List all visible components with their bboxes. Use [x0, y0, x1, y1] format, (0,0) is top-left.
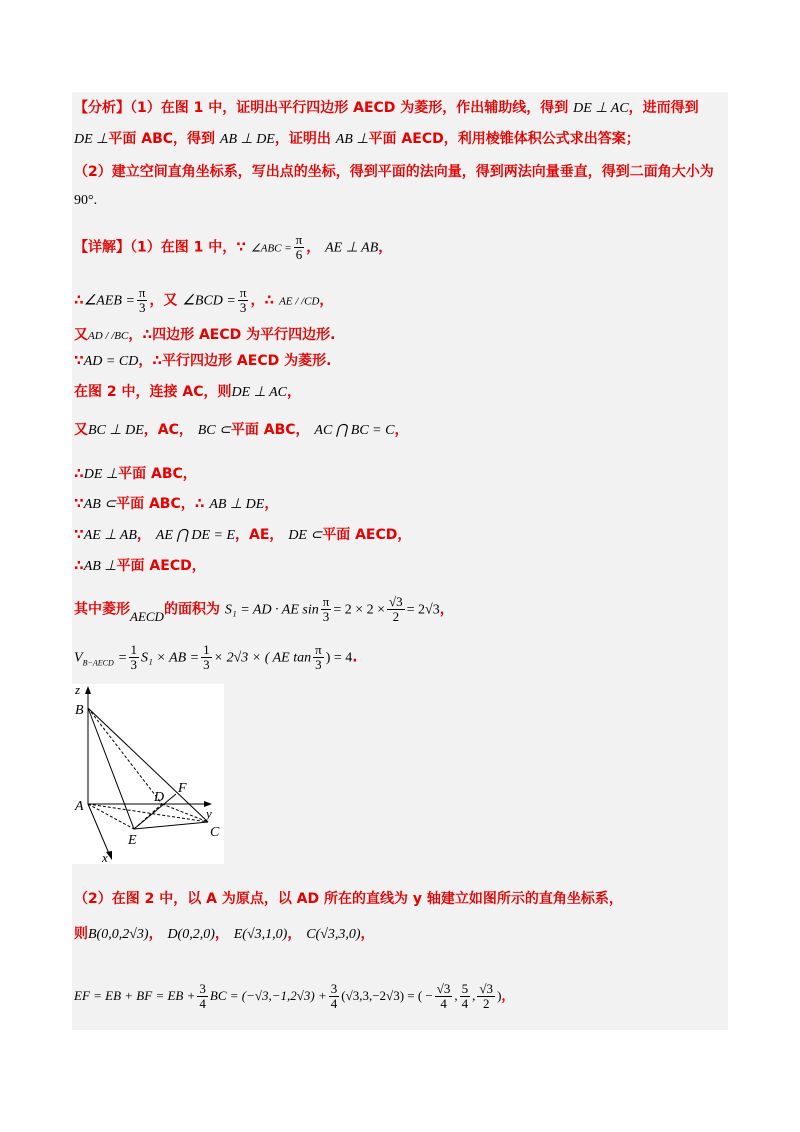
detail-line-5: 在图 2 中，连接 AC，则DE ⊥ AC， [74, 384, 301, 400]
edge-BE [88, 708, 134, 829]
label-x: x [102, 850, 108, 864]
label-C: C [210, 825, 220, 840]
label-E: E [128, 833, 137, 848]
label-F: F [178, 781, 187, 796]
detail-line-7: ∴DE ⊥平面 ABC， [74, 466, 197, 482]
detail-line-4: ∵AD = CD，∴平行四边形 AECD 为菱形. [74, 353, 332, 369]
edge-AC [88, 804, 208, 822]
edge-BC [88, 708, 208, 822]
label-y: y [206, 806, 212, 821]
edge-AE [88, 804, 134, 829]
detail-line-12: $V_{B-AECD}$ = $\frac{1}{3}$ S₁ × AB = $\frac{1}{3}$ × 2√3 × ( AE tan $\frac{\pi}{3}$ ) = 4. [74, 642, 358, 672]
edge-DC [162, 804, 208, 822]
detail-line-11: 其中菱形AECD的面积为 S₁ = AD · AE sin $\frac{\pi}{3}$ = 2 × 2 × $\frac{√3}{2}$ = 2√3， [74, 594, 454, 624]
label-D: D [154, 790, 165, 805]
label-B: B [75, 703, 84, 718]
detail-line-2: ∴∠AEB = $\frac{\pi}{3}$ ，又 ∠BCD = $\frac{\pi}{3}$ ，∴ AE / /CD， [74, 285, 334, 315]
detail-line-3: 又AD / /BC，∴四边形 AECD 为平行四边形. [74, 327, 336, 343]
part2-line-1: （2）在图 2 中，以 A 为原点，以 AD 所在的直线为 y 轴建立如图所示的直角坐标系， [74, 891, 623, 907]
analysis-tag: 【分析】 [74, 100, 130, 116]
pyramid-diagram [72, 684, 224, 864]
analysis-line-4: 90°. [74, 193, 98, 208]
analysis-line-3: （2）建立空间直角坐标系，写出点的坐标，得到平面的法向量，得到两法向量垂直，得到二面角大小为 [74, 164, 714, 180]
part2-line-3: EF = EB + BF = EB + $\frac{3}{4}$ BC = (−√3,−1,2√3) + $\frac{3}{4}$ (√3,3,−2√3) = ( − $\frac{√3}{4}$ , $\frac{5}{4}$ , $\frac{√3}{2}$ )， [74, 981, 515, 1011]
detail-line-6: 又BC ⊥ DE，AC， BC ⊂平面 ABC， AC ⋂ BC = C， [74, 422, 409, 438]
detail-line-1: 【详解】（1）在图 1 中，∵ ∠ABC = $\frac{\pi}{6}$ ， AE ⊥ AB， [74, 232, 393, 262]
x-axis [88, 804, 110, 856]
analysis-line-1: 【分析】（1）在图 1 中，证明出平行四边形 AECD 为菱形，作出辅助线，得到 DE ⊥ AC，进而得到 [74, 100, 699, 116]
pyramid-figure [72, 684, 224, 864]
detail-line-10: ∴AB ⊥平面 AECD， [74, 558, 206, 574]
label-z: z [75, 684, 81, 697]
detail-line-9: ∵AE ⊥ AB， AE ⋂ DE = E，AE， DE ⊂平面 AECD， [74, 527, 412, 543]
label-A: A [75, 799, 84, 814]
detail-tag: 【详解】 [74, 239, 130, 256]
edge-BD [88, 708, 165, 805]
part2-line-2: 则B(0,0,2√3)， D(0,2,0)， E(√3,1,0)， C(√3,3,0)， [74, 926, 375, 942]
z-axis-arrow [85, 686, 91, 694]
edge-ED [134, 804, 162, 829]
analysis-line-2: DE ⊥平面 ABC，得到 AB ⊥ DE，证明出 AB ⊥平面 AECD，利用棱锥体积公式求出答案； [74, 131, 640, 147]
detail-line-8: ∵AB ⊂平面 ABC，∴ AB ⊥ DE， [74, 496, 279, 512]
edge-EC [134, 822, 208, 829]
